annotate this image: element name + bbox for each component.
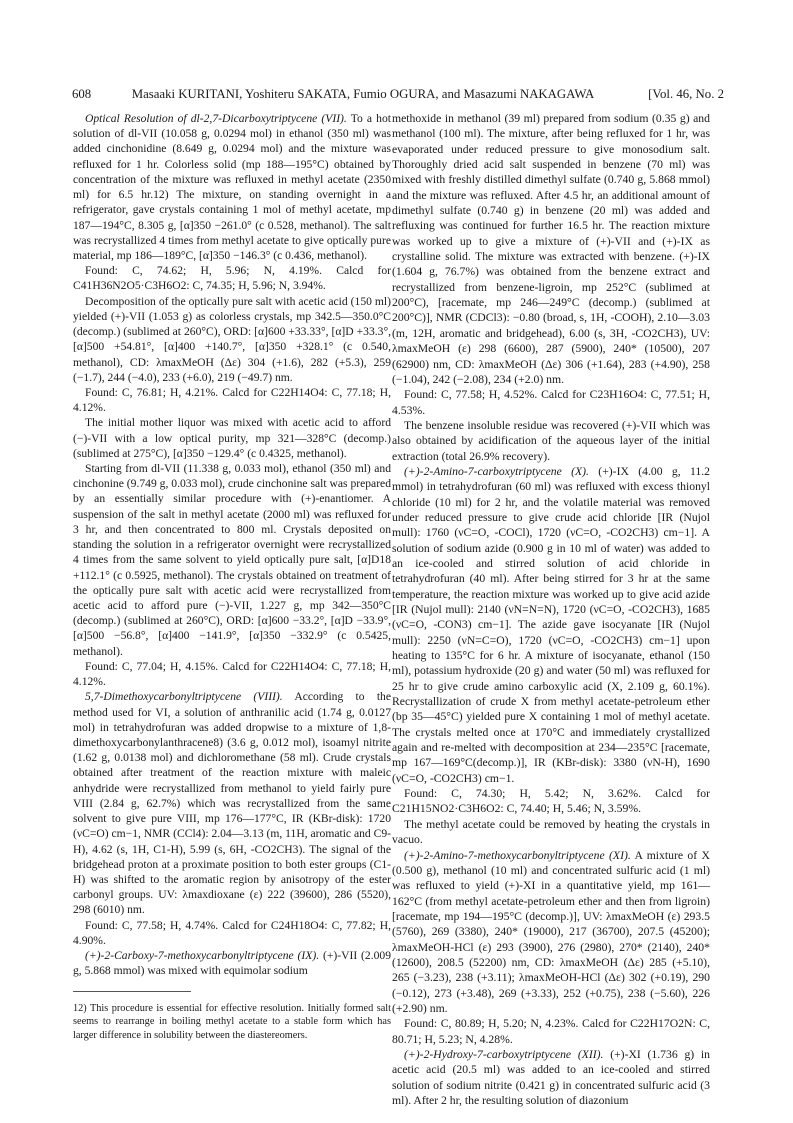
paragraph: [392, 1047, 710, 1108]
section-heading: Optical Resolution of dl-2,7-Dicarboxytriptycene (VII).: [85, 112, 347, 125]
paragraph: [73, 263, 391, 293]
paragraph-text: Found: C, 76.81; H, 4.21%. Calcd for C22H14O4: C, 77.18; H, 4.12%.: [73, 385, 391, 415]
paragraph: [392, 387, 710, 418]
paragraph-text: (+)-XI (1.736 g) in acetic acid (20.5 ml) was added to an ice-cooled and stirred solution of sodium nitrite (0.421 g) in concentrated sulfuric acid (3 ml). After 2 hr, the resulting solution of diazonium: [392, 1047, 710, 1107]
footnote-text: 12) This procedure is essential for effective resolution. Initially formed salt seems to rearrange in boiling methyl acetate to a stable form which has larger difference in solubility between the diastereomers.: [73, 1003, 391, 1041]
paragraph-text: Found: C, 77.04; H, 4.15%. Calcd for C22H14O4: C, 77.18; H, 4.12%.: [73, 659, 391, 689]
paragraph-text: The methyl acetate could be removed by heating the crystals in vacuo.: [392, 817, 710, 847]
paragraph-text: Found: C, 77.58; H, 4.74%. Calcd for C24H18O4: C, 77.82; H, 4.90%.: [73, 918, 391, 947]
page-number: 608: [72, 87, 92, 101]
section-heading: 5,7-Dimethoxycarbonyltriptycene (VIII).: [85, 690, 283, 704]
paragraph-text: methoxide in methanol (39 ml) prepared from sodium (0.35 g) and methanol (100 ml). The mixture, after being refluxed for 1 hr, was evaporated under reduced pressure to give monosodium salt. Thoroughly dried acid salt suspended in benzene (70 ml) was mixed with freshly distilled dimethyl sulfate (0.740 g, 5.868 mmol) and the mixture was refluxed. After 4.5 hr, an additional amount of dimethyl sulfate (0.740 g) in benzene (20 ml) was added and refluxing was continued for further 16.5 hr. The reaction mixture was worked up to give a mixture of (+)-VII and (+)-IX as crystalline solid. The mixture was extracted with benzene. (+)-IX (1.604 g, 76.7%) was obtained from the benzene extract and recrystallized from benzene-ligroin, mp 252°C (sublimed at 200°C), [racemate, mp 246—249°C (decomp.) (sublimed at 200°C)], NMR (CDCl3): −0.80 (broad, s, 1H, -COOH), 2.10—3.03 (m, 12H, aromatic and bridgehead), 6.00 (s, 3H, -CO2CH3), UV: λmaxMeOH (ε) 298 (6600), 287 (5900), 240* (10500), 207 (62900) nm, CD: λmaxMeOH (Δε) 306 (+1.64), 283 (+4.90), 258 (−1.04), 242 (−2.08), 234 (+2.0) nm.: [392, 112, 710, 386]
paragraph: [392, 111, 710, 387]
paragraph-text: Found: C, 74.30; H, 5.42; N, 3.62%. Calcd for C21H15NO2·C3H6O2: C, 74.40; H, 5.46; N, 3.59%.: [392, 787, 710, 816]
paragraph: [73, 415, 391, 461]
section-heading: (+)-2-Amino-7-methoxycarbonyltriptycene (XI).: [404, 848, 631, 862]
section-heading: (+)-2-Amino-7-carboxytriptycene (X).: [404, 464, 589, 478]
paragraph: [73, 948, 391, 978]
left-column: [73, 111, 391, 978]
volume-info: [Vol. 46, No. 2: [648, 87, 724, 101]
footnote-rule: [73, 991, 191, 992]
paragraph: [73, 918, 391, 948]
paragraph-text: Found: C, 77.58; H, 4.52%. Calcd for C23H16O4: C, 77.51; H, 4.53%.: [392, 388, 710, 417]
footnote: [73, 1002, 391, 1042]
section-heading: (+)-2-Hydroxy-7-carboxytriptycene (XII).: [404, 1047, 604, 1061]
paragraph-text: The initial mother liquor was mixed with acetic acid to afford (−)-VII with a low optical purity, mp 321—328°C (decomp.) (sublimed at 275°C), [α]350 −129.4° (c 0.4325, methanol).: [73, 416, 391, 460]
paragraph: [73, 659, 391, 689]
paragraph: [392, 464, 710, 786]
paragraph-text: Found: C, 74.62; H, 5.96; N, 4.19%. Calcd for C41H36N2O5·C3H6O2: C, 74.35; H, 5.96; N, 3.94%.: [73, 264, 391, 293]
paragraph: [392, 817, 710, 848]
section-heading: (+)-2-Carboxy-7-methoxycarbonyltriptycene (IX).: [85, 949, 320, 963]
paragraph-text: To a hot solution of dl-VII (10.058 g, 0.0294 mol) in ethanol (350 ml) was added cinchonidine (8.649 g, 0.0294 mol) and the mixture was refluxed for 1 hr. Colorless solid (mp 188—195°C) obtained by concentration of the mixture was refluxed in methyl acetate (2350 ml) for 6.5 hr.12) The mixture, on standing overnight in a refrigerator, gave crystals containing 1 mol of methyl acetate, mp 187—194°C, 8.305 g, [α]350 −261.0° (c 0.528, methanol). The salt was recrystallized 4 times from methyl acetate to give optically pure material, mp 186—189°C, [α]350 −146.3° (c 0.436, methanol).: [73, 112, 391, 262]
paragraph: [392, 786, 710, 817]
paragraph-text: A mixture of X (0.500 g), methanol (10 ml) and concentrated sulfuric acid (1 ml) was refluxed to yield (+)-XI in a quantitative yield, mp 161—162°C (from methyl acetate-petroleum ether and then from ligroin) [racemate, mp 194—195°C (decomp.)], UV: λmaxMeOH (ε) 293.5 (5760), 269 (3380), 240* (19000), 217 (36700), 207.5 (45200); λmaxMeOH-HCl (ε) 293 (3900), 276 (2980), 270* (2140), 240* (12600), 208.5 (52200) nm, CD: λmaxMeOH (Δε) 285 (+5.10), 265 (−3.23), 238 (+3.11); λmaxMeOH-HCl (Δε) 302 (+0.19), 290 (−0.12), 273 (+3.48), 269 (+3.33), 252 (+0.75), 238 (−5.60), 226 (+2.90) nm.: [392, 848, 710, 1015]
paragraph-text: Found: C, 80.89; H, 5.20; N, 4.23%. Calcd for C22H17O2N: C, 80.71; H, 5.23; N, 4.28%.: [392, 1017, 710, 1046]
paragraph: [73, 689, 391, 917]
paragraph-text: According to the method used for VI, a solution of anthranilic acid (1.74 g, 0.0127 mol) in tetrahydrofuran was added dropwise to a mixture of 1,8-dimethoxycarbonylanthracene8) (3.6 g, 0.012 mol), isoamyl nitrite (1.62 g, 0.0138 mol) and dichloromethane (58 ml). Crude crystals obtained after treatment of the reaction mixture with maleic anhydride were recrystallized from methanol to yield fairly pure VIII (2.84 g, 62.7%) which was recrystallized from the same solvent to give pure VIII, mp 176—177°C, IR (KBr-disk): 1720 (νC=O) cm−1, NMR (CCl4): 2.04—3.13 (m, 11H, aromatic and C9-H), 4.62 (s, 1H, C1-H), 5.99 (s, 6H, -CO2CH3). The signal of the bridgehead proton at a proximate position to both ester groups (C1-H) was shifted to the aromatic region by anisotropy of the ester carbonyl groups. UV: λmaxdioxane (ε) 222 (39600), 286 (5520), 298 (6010) nm.: [73, 690, 392, 917]
paragraph: [392, 1016, 710, 1047]
paragraph-text: Starting from dl-VII (11.338 g, 0.033 mol), ethanol (350 ml) and cinchonine (9.749 g, 0.033 mol), crude cinchonine salt was prepared by an essentially similar procedure with (+)-enantiomer. A suspension of the salt in methyl acetate (2000 ml) was refluxed for 3 hr, and then concentrated to 800 ml. Crystals deposited on standing the solution in a refrigerator overnight were recrystallized 4 times from the same solvent to yield optically pure salt, [α]D18 +112.1° (c 0.5925, methanol). The crystals obtained on treatment of the optically pure salt with acetic acid were recrystallized from acetic acid to afford pure (−)-VII, 1.227 g, mp 342—350°C (decomp.) (sublimed at 260°C), ORD: [α]600 −33.2°, [α]D −33.9°, [α]500 −56.8°, [α]400 −141.9°, [α]350 −332.9° (c 0.5425, methanol).: [73, 462, 391, 658]
paragraph: [73, 111, 391, 263]
paragraph-text: Decomposition of the optically pure salt with acetic acid (150 ml) yielded (+)-VII (1.053 g) as colorless crystals, mp 342.5—350.0°C (decomp.) (sublimed at 260°C), ORD: [α]600 +33.33°, [α]D +33.3°, [α]500 +54.81°, [α]400 +140.7°, [α]350 +328.1° (c 0.540, methanol), CD: λmaxMeOH (Δε) 304 (+1.6), 282 (+5.3), 259 (−1.7), 244 (−4.0), 233 (+6.0), 219 (−49.7) nm.: [73, 294, 391, 384]
paragraph: [73, 294, 391, 385]
paragraph: [392, 848, 710, 1017]
paragraph: [73, 385, 391, 415]
paragraph: [73, 461, 391, 659]
running-authors: Masaaki KURITANI, Yoshiteru SAKATA, Fumio OGURA, and Masazumi NAKAGAWA: [131, 87, 595, 101]
paragraph-text: (+)-IX (4.00 g, 11.2 mmol) in tetrahydrofuran (60 ml) was refluxed with excess thionyl chloride (10 ml) for 2 hr, and the volatile material was removed under reduced pressure to give crude acid chloride [IR (Nujol mull): 1760 (νC=O, -COCl), 1720 (νC=O, -CO2CH3) cm−1]. A solution of sodium azide (0.900 g in 10 ml of water) was added to an ice-cooled and stirred solution of acid chloride in tetrahydrofuran (40 ml). After being stirred for 3 hr at the same temperature, the reaction mixture was worked up to give acid azide [IR (Nujol mull): 2140 (νN=N=N), 1720 (νC=O, -CO2CH3), 1685 (νC=O, -CON3) cm−1]. The azide gave isocyanate [IR (Nujol mull): 2250 (νN=C=O), 1720 (νC=O, -CO2CH3) cm−1] upon heating to 135°C for 6 hr. A mixture of isocyanate, ethanol (150 ml), potassium hydroxide (20 g) and water (50 ml) was refluxed for 25 hr to give crude amino carboxylic acid (X, 2.109 g, 60.1%). Recrystallization of crude X from methyl acetate-petroleum ether (bp 35—45°C) yielded pure X containing 1 mol of methyl acetate. The crystals melted once at 170°C and immediately crystallized again and re-melted with decomposition at 234—235°C [racemate, mp 167—169°C(decomp.)], IR (KBr-disk): 3380 (νN-H), 1690 (νC=O, -CO2CH3) cm−1.: [392, 464, 711, 785]
paragraph-text: The benzene insoluble residue was recovered (+)-VII which was also obtained by acidification of the aqueous layer of the initial extraction (total 26.9% recovery).: [392, 418, 710, 463]
right-column: [392, 111, 710, 1108]
paragraph-text: (+)-VII (2.009 g, 5.868 mmol) was mixed with equimolar sodium: [73, 949, 391, 978]
paragraph: [392, 418, 710, 464]
